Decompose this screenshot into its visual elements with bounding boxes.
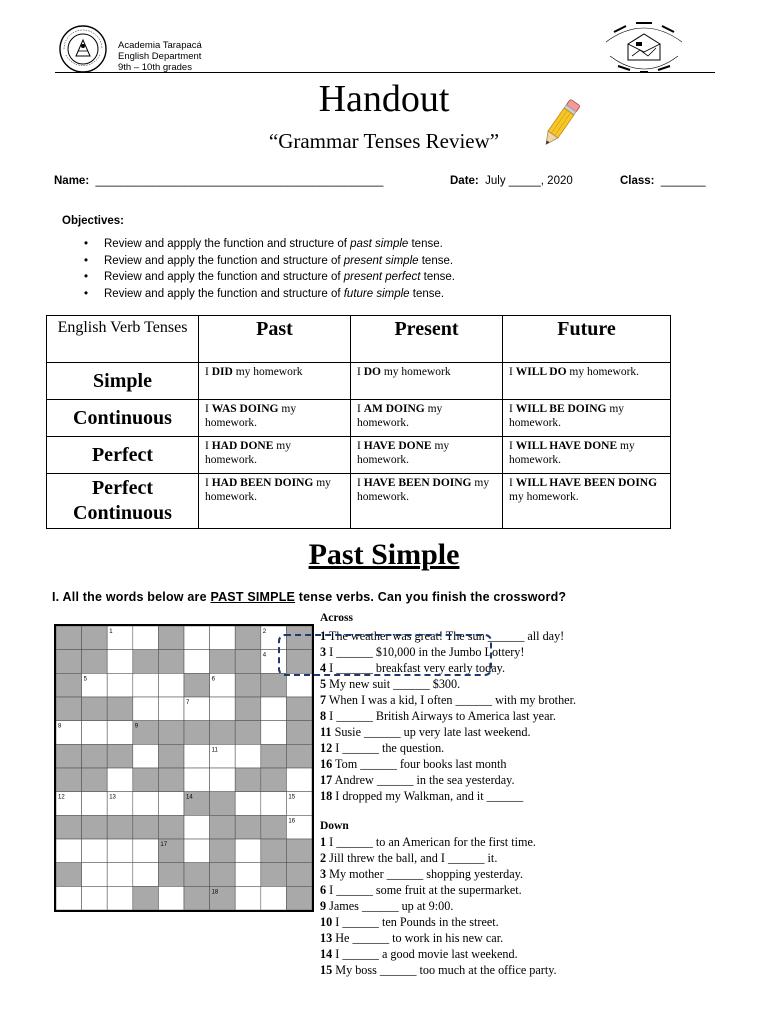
- clue-item: 3 My mother ______ shopping yesterday.: [320, 867, 523, 881]
- crossword-block-cell: [158, 768, 184, 792]
- table-cell: I WILL DO my homework.: [503, 363, 671, 400]
- table-cell: I WAS DOING my homework.: [199, 400, 351, 437]
- down-clue-list: [320, 834, 557, 978]
- crossword-cell[interactable]: [158, 697, 184, 721]
- crossword-cell[interactable]: [82, 839, 108, 863]
- page-subtitle: “Grammar Tenses Review”: [268, 129, 500, 153]
- crossword-cell[interactable]: [133, 673, 159, 697]
- crossword-number: 14: [186, 794, 193, 801]
- table-cell: I HAD DONE my homework.: [199, 437, 351, 474]
- crossword-block-cell: [133, 886, 159, 910]
- table-cell: I HAVE BEEN DOING my homework.: [351, 474, 503, 529]
- crossword-cell[interactable]: [107, 863, 133, 887]
- crossword-cell[interactable]: [133, 792, 159, 816]
- crossword-cell[interactable]: [235, 839, 261, 863]
- table-cell: I WILL HAVE DONE my homework.: [503, 437, 671, 474]
- crossword-number: 8: [58, 723, 62, 730]
- crossword-cell[interactable]: [158, 673, 184, 697]
- table-row: [47, 363, 671, 400]
- down-heading: Down: [320, 820, 349, 832]
- table-row: [47, 474, 671, 529]
- clue-item: 4 I ______ breakfast very early today.: [320, 661, 506, 675]
- crossword-block-cell: [56, 744, 82, 768]
- crossword-block-cell: [82, 697, 108, 721]
- crossword-cell[interactable]: [133, 863, 159, 887]
- crossword-cell[interactable]: [261, 697, 287, 721]
- crossword-block-cell: [158, 815, 184, 839]
- crossword-block-cell: [107, 744, 133, 768]
- crossword-block-cell: [184, 721, 210, 745]
- crossword-block-cell: [133, 768, 159, 792]
- crossword-cell[interactable]: [210, 768, 236, 792]
- clue-item: 10 I ______ ten Pounds in the street.: [320, 915, 499, 929]
- table-corner-header: English Verb Tenses: [47, 316, 199, 363]
- crossword-cell[interactable]: [56, 886, 82, 910]
- crossword-block-cell: [235, 721, 261, 745]
- crossword-block-cell: [235, 650, 261, 674]
- crossword-cell[interactable]: [107, 673, 133, 697]
- date-field[interactable]: [450, 175, 573, 187]
- crossword-number: 11: [211, 747, 218, 754]
- crossword-block-cell: [158, 626, 184, 650]
- crossword-cell[interactable]: [235, 792, 261, 816]
- clue-item: 14 I ______ a good movie last weekend.: [320, 947, 518, 961]
- crossword-grid[interactable]: [54, 624, 314, 912]
- name-label: Name:: [54, 175, 90, 187]
- table-row: [47, 400, 671, 437]
- clue-item: 12 I ______ the question.: [320, 741, 445, 755]
- table-row: [47, 437, 671, 474]
- table-cell: I WILL BE DOING my homework.: [503, 400, 671, 437]
- header-rule: [55, 72, 715, 73]
- table-cell: I HAVE DONE my homework.: [351, 437, 503, 474]
- table-cell: I DID my homework: [199, 363, 351, 400]
- crossword-cell[interactable]: [107, 886, 133, 910]
- crossword-block-cell: [286, 697, 312, 721]
- crossword-cell[interactable]: [235, 744, 261, 768]
- crossword-block-cell: [235, 626, 261, 650]
- crossword-block-cell: [56, 815, 82, 839]
- crossword-block-cell: [82, 768, 108, 792]
- crossword-block-cell: [184, 673, 210, 697]
- school-name: Academia Tarapacá: [118, 40, 202, 51]
- clue-item: 6 I ______ some fruit at the supermarket.: [320, 883, 522, 897]
- column-header-future: Future: [503, 316, 671, 363]
- section-title: Past Simple: [308, 538, 460, 571]
- crossword-cell[interactable]: [261, 792, 287, 816]
- crossword-cell[interactable]: [261, 886, 287, 910]
- crossword-block-cell: [82, 815, 108, 839]
- date-value: July _____, 2020: [485, 175, 573, 187]
- crossword-block-cell: [56, 650, 82, 674]
- crossword-block-cell: [261, 815, 287, 839]
- crossword-cell[interactable]: [107, 721, 133, 745]
- crossword-cell[interactable]: [82, 863, 108, 887]
- crossword-number: 7: [186, 700, 190, 707]
- crossword-cell[interactable]: [184, 744, 210, 768]
- objective-item: • Review and apply the function and structure of future simple tense.: [80, 286, 455, 303]
- name-line: _____________________________________________: [95, 175, 384, 187]
- clue-item: 1 The weather was great! The sun ______ all day!: [320, 629, 565, 643]
- crossword-block-cell: [261, 768, 287, 792]
- crossword-block-cell: [107, 815, 133, 839]
- crossword-cell[interactable]: [82, 792, 108, 816]
- row-header-simple: Simple: [47, 363, 199, 400]
- crossword-block-cell: [82, 650, 108, 674]
- crossword-block-cell: [158, 650, 184, 674]
- clue-item: 1 I ______ to an American for the first time.: [320, 835, 536, 849]
- department-name: English Department: [118, 51, 202, 62]
- clue-item: 16 Tom ______ four books last month: [320, 757, 507, 771]
- crossword-cell[interactable]: [184, 768, 210, 792]
- crossword-block-cell: [56, 673, 82, 697]
- crossword-cell[interactable]: [107, 650, 133, 674]
- objectives-heading: Objectives:: [62, 215, 124, 227]
- crossword-cell[interactable]: [210, 697, 236, 721]
- crossword-block-cell: [133, 815, 159, 839]
- crossword-block-cell: [286, 839, 312, 863]
- crossword-number: 5: [83, 676, 87, 683]
- crossword-block-cell: [286, 744, 312, 768]
- name-field[interactable]: [54, 175, 383, 187]
- crossword-block-cell: [235, 697, 261, 721]
- table-cell: I DO my homework: [351, 363, 503, 400]
- crossword-block-cell: [235, 673, 261, 697]
- class-line: _______: [660, 175, 706, 187]
- crossword-block-cell: [210, 863, 236, 887]
- row-header-continuous: Continuous: [47, 400, 199, 437]
- crossword-cell[interactable]: [184, 650, 210, 674]
- clue-item: 15 My boss ______ too much at the office party.: [320, 963, 557, 977]
- objective-item: • Review and apply the function and structure of present simple tense.: [80, 253, 455, 270]
- clue-item: 7 When I was a kid, I often ______ with my brother.: [320, 693, 577, 707]
- crossword-cell[interactable]: [133, 626, 159, 650]
- school-info: [118, 40, 202, 73]
- crossword-block-cell: [107, 697, 133, 721]
- crossword-block-cell: [56, 697, 82, 721]
- crossword-number: 15: [288, 794, 296, 801]
- crossword-cell[interactable]: [235, 863, 261, 887]
- clue-item: 8 I ______ British Airways to America last year.: [320, 709, 556, 723]
- crossword-block-cell: [261, 673, 287, 697]
- crossword-cell[interactable]: [133, 744, 159, 768]
- crossword-number: 6: [211, 676, 215, 683]
- crossword-cell[interactable]: [210, 626, 236, 650]
- crossword-cell[interactable]: [133, 697, 159, 721]
- crossword-number: 16: [288, 818, 296, 825]
- crossword-cell[interactable]: [261, 721, 287, 745]
- clue-item: 11 Susie ______ up very late last weekend.: [320, 725, 531, 739]
- crossword-number: 18: [211, 889, 219, 896]
- school-seal-icon: [58, 24, 108, 74]
- crossword-block-cell: [210, 721, 236, 745]
- crossword-cell[interactable]: [107, 768, 133, 792]
- clue-item: 13 He ______ to work in his new car.: [320, 931, 504, 945]
- crossword-cell[interactable]: [286, 673, 312, 697]
- crossword-block-cell: [82, 626, 108, 650]
- crossword-svg: [56, 626, 312, 910]
- crossword-block-cell: [286, 721, 312, 745]
- date-label: Date:: [450, 175, 479, 187]
- clue-item: 18 I dropped my Walkman, and it ______: [320, 789, 524, 803]
- page-title: Handout: [318, 78, 450, 120]
- crossword-number: 2: [262, 629, 267, 635]
- clue-item: 3 I ______ $10,000 in the Jumbo Lottery!: [320, 645, 525, 659]
- row-header-perfect: Perfect: [47, 437, 199, 474]
- crossword-block-cell: [56, 626, 82, 650]
- row-header-perfect-continuous: Perfect Continuous: [47, 474, 199, 529]
- across-heading: Across: [320, 612, 354, 624]
- crossword-block-cell: [261, 744, 287, 768]
- column-header-past: Past: [199, 316, 351, 363]
- crossword-block-cell: [158, 744, 184, 768]
- english-department-logo-icon: [596, 20, 692, 78]
- crossword-cell[interactable]: [158, 886, 184, 910]
- crossword-cell[interactable]: [235, 886, 261, 910]
- crossword-block-cell: [56, 863, 82, 887]
- crossword-block-cell: [133, 650, 159, 674]
- crossword-number: 4: [262, 652, 267, 659]
- crossword-block-cell: [210, 815, 236, 839]
- class-label: Class:: [620, 175, 655, 187]
- tenses-table: [46, 315, 671, 529]
- clue-item: 5 My new suit ______ $300.: [320, 677, 461, 691]
- crossword-cell[interactable]: [107, 839, 133, 863]
- crossword-cell[interactable]: [82, 886, 108, 910]
- table-cell: I AM DOING my homework.: [351, 400, 503, 437]
- clue-item: 9 James ______ up at 9:00.: [320, 899, 454, 913]
- table-cell: I HAD BEEN DOING my homework.: [199, 474, 351, 529]
- crossword-cell[interactable]: [82, 721, 108, 745]
- crossword-block-cell: [56, 768, 82, 792]
- clue-item: 17 Andrew ______ in the sea yesterday.: [320, 773, 515, 787]
- crossword-block-cell: [210, 792, 236, 816]
- crossword-block-cell: [158, 721, 184, 745]
- crossword-number: 12: [58, 794, 65, 801]
- crossword-instruction: I. All the words below are PAST SIMPLE tense verbs. Can you finish the crossword?: [52, 590, 567, 604]
- crossword-cell[interactable]: [184, 815, 210, 839]
- crossword-cell[interactable]: [133, 839, 159, 863]
- crossword-block-cell: [158, 863, 184, 887]
- column-header-present: Present: [351, 316, 503, 363]
- clue-item: 2 Jill threw the ball, and I ______ it.: [320, 851, 498, 865]
- class-field[interactable]: [620, 175, 706, 187]
- crossword-block-cell: [261, 863, 287, 887]
- crossword-block-cell: [210, 839, 236, 863]
- crossword-block-cell: [286, 863, 312, 887]
- crossword-block-cell: [184, 886, 210, 910]
- crossword-number: 13: [109, 794, 116, 801]
- crossword-cell[interactable]: [56, 839, 82, 863]
- crossword-number: 9: [134, 723, 139, 730]
- objective-item: • Review and apply the function and structure of present perfect tense.: [80, 269, 455, 286]
- crossword-block-cell: [82, 744, 108, 768]
- crossword-cell[interactable]: [286, 768, 312, 792]
- crossword-block-cell: [261, 839, 287, 863]
- crossword-block-cell: [184, 863, 210, 887]
- crossword-cell[interactable]: [184, 626, 210, 650]
- objective-item: • Review and appply the function and structure of past simple tense.: [80, 236, 455, 253]
- grades-label: 9th – 10th grades: [118, 62, 192, 73]
- crossword-number: 17: [160, 842, 168, 849]
- table-cell: I WILL HAVE BEEN DOING my homework.: [503, 474, 671, 529]
- crossword-block-cell: [235, 768, 261, 792]
- crossword-number: 1: [109, 629, 113, 635]
- crossword-block-cell: [286, 886, 312, 910]
- crossword-cell[interactable]: [158, 792, 184, 816]
- crossword-block-cell: [235, 815, 261, 839]
- crossword-cell[interactable]: [184, 839, 210, 863]
- objectives-list: [80, 236, 455, 302]
- pencil-icon: [538, 94, 584, 152]
- highlight-dashed-box: [278, 634, 492, 676]
- table-header-row: [47, 316, 671, 363]
- crossword-block-cell: [210, 650, 236, 674]
